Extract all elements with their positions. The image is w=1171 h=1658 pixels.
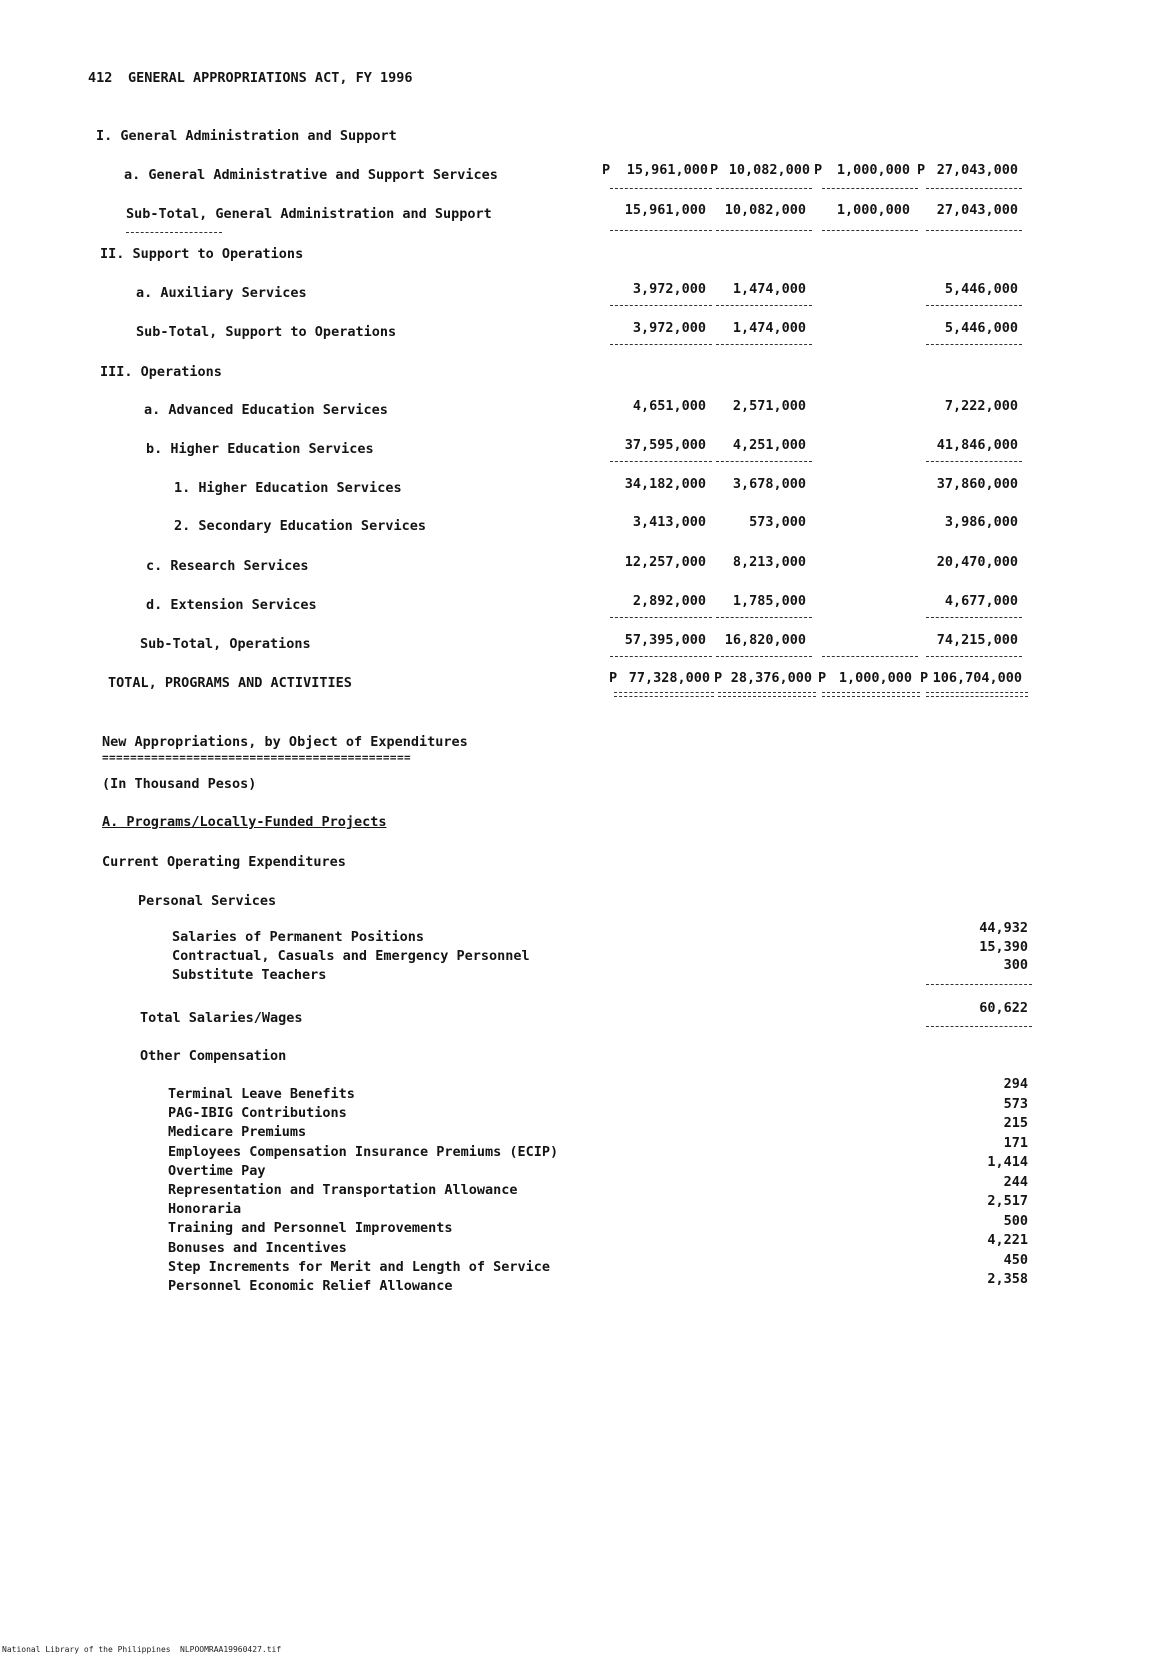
row-label: Sub-Total, Support to Operations — [136, 324, 397, 340]
item-value: 450 — [1003, 1251, 1028, 1268]
peso-sign: P — [602, 162, 611, 178]
cell-c2: 10,082,000 — [724, 202, 806, 218]
cell-c4: 106,704,000 — [932, 670, 1022, 686]
item-value: 15,390 — [979, 938, 1028, 955]
cell-c1: 2,892,000 — [632, 593, 706, 609]
rule — [926, 344, 1022, 345]
cell-c4: 5,446,000 — [944, 281, 1018, 297]
rule — [716, 230, 812, 231]
item-label: Personnel Economic Relief Allowance — [168, 1278, 453, 1294]
rule — [716, 656, 812, 657]
other-compensation-heading: Other Compensation — [140, 1048, 287, 1064]
cell-c1: 57,395,000 — [624, 632, 706, 648]
rule — [716, 344, 812, 345]
rule — [610, 656, 712, 657]
rule — [610, 461, 712, 462]
item-label: Honoraria — [168, 1201, 242, 1218]
item-label: Training and Personnel Improvements — [168, 1220, 453, 1237]
cell-c4: 41,846,000 — [936, 437, 1018, 453]
item-value: 294 — [1003, 1076, 1028, 1092]
cell-c2: 573,000 — [749, 514, 806, 530]
item-value: 215 — [1003, 1115, 1028, 1131]
cell-c4: 27,043,000 — [936, 202, 1018, 218]
cell-c4: 27,043,000 — [936, 162, 1018, 178]
item-value: 171 — [1003, 1134, 1028, 1151]
item-label: Salaries of Permanent Positions — [172, 929, 424, 945]
cell-c1: 37,595,000 — [624, 437, 706, 453]
cell-c4: 3,986,000 — [944, 514, 1018, 530]
cell-c4: 4,677,000 — [944, 593, 1018, 609]
item-value: 300 — [1003, 957, 1028, 973]
item-label: Medicare Premiums — [168, 1124, 307, 1141]
rule — [716, 617, 812, 618]
cell-c2: 2,571,000 — [732, 398, 806, 414]
peso-sign: P — [710, 162, 719, 178]
item-label: Overtime Pay — [168, 1162, 266, 1179]
cell-c1: 15,961,000 — [624, 202, 706, 218]
rule — [610, 305, 712, 306]
cell-c1: 12,257,000 — [624, 554, 706, 570]
cell-c4: 37,860,000 — [936, 476, 1018, 492]
row-label: b. Higher Education Services — [146, 441, 374, 457]
item-label: Substitute Teachers — [172, 967, 327, 983]
objects-heading-rule: ============================================ — [102, 751, 411, 764]
page-title: GENERAL APPROPRIATIONS ACT, FY 1996 — [128, 70, 413, 86]
rule — [610, 617, 712, 618]
section-a-heading: A. Programs/Locally-Funded Projects — [102, 814, 387, 830]
item-value: 573 — [1003, 1095, 1028, 1112]
double-rule — [822, 692, 920, 697]
item-label: Employees Compensation Insurance Premiums (ECIP) — [168, 1143, 559, 1160]
row-label: a. Advanced Education Services — [144, 402, 388, 418]
row-label: Sub-Total, General Administration and Support — [126, 206, 492, 222]
cell-c3: 1,000,000 — [836, 162, 910, 178]
rule — [926, 461, 1022, 462]
unit-note: (In Thousand Pesos) — [102, 776, 257, 792]
double-rule — [614, 692, 714, 697]
item-value: 2,517 — [987, 1193, 1028, 1209]
cell-c1: 34,182,000 — [624, 476, 706, 492]
cell-c1: 15,961,000 — [626, 162, 708, 178]
cell-c2: 1,474,000 — [732, 281, 806, 297]
item-label: Step Increments for Merit and Length of Service — [168, 1258, 551, 1275]
cell-c3: 1,000,000 — [838, 670, 912, 686]
cell-c1: 3,972,000 — [632, 320, 706, 336]
item-value: 4,221 — [987, 1232, 1028, 1248]
rule — [926, 656, 1022, 657]
item-value: 2,358 — [987, 1271, 1028, 1287]
rule — [610, 188, 712, 189]
row-label: a. Auxiliary Services — [136, 285, 307, 301]
personal-services-heading: Personal Services — [138, 893, 277, 909]
item-label: Representation and Transportation Allowance — [168, 1182, 518, 1198]
cell-c2: 4,251,000 — [732, 437, 806, 453]
cell-c2: 1,474,000 — [732, 320, 806, 336]
rule — [822, 230, 918, 231]
cell-c2: 10,082,000 — [728, 162, 810, 178]
cell-c2: 1,785,000 — [732, 593, 806, 609]
row-label: Total Salaries/Wages — [140, 1010, 303, 1026]
double-rule — [718, 692, 816, 697]
section-heading-sto: II. Support to Operations — [100, 246, 304, 262]
cell-c1: 77,328,000 — [628, 670, 710, 686]
rule — [126, 232, 222, 233]
item-value: 44,932 — [979, 920, 1028, 936]
peso-sign: P — [920, 670, 929, 686]
cell-c1: 4,651,000 — [632, 398, 706, 414]
row-label: TOTAL, PROGRAMS AND ACTIVITIES — [108, 675, 352, 691]
section-heading-gas: I. General Administration and Support — [96, 128, 397, 144]
rule — [926, 305, 1022, 306]
item-label: Terminal Leave Benefits — [168, 1086, 355, 1102]
rule — [716, 188, 812, 189]
cell-c4: 5,446,000 — [944, 320, 1018, 336]
current-operating-heading: Current Operating Expenditures — [102, 854, 346, 870]
peso-sign: P — [714, 670, 723, 686]
rule — [610, 230, 712, 231]
cell-c1: 3,413,000 — [632, 514, 706, 530]
cell-c1: 3,972,000 — [632, 281, 706, 297]
cell-c4: 7,222,000 — [944, 398, 1018, 414]
footer-file: NLPOOMRAA19960427.tif — [180, 1645, 282, 1654]
cell-c2: 3,678,000 — [732, 476, 806, 492]
rule — [610, 344, 712, 345]
row-label: Sub-Total, Operations — [140, 636, 311, 652]
rule — [822, 656, 918, 657]
cell-c4: 74,215,000 — [936, 632, 1018, 648]
objects-heading: New Appropriations, by Object of Expenditures — [102, 734, 468, 750]
rule — [822, 188, 918, 189]
item-label: Bonuses and Incentives — [168, 1239, 347, 1256]
footer-library: National Library of the Philippines — [2, 1645, 171, 1654]
item-value: 500 — [1003, 1212, 1028, 1229]
row-value: 60,622 — [979, 1000, 1028, 1016]
row-label: c. Research Services — [146, 558, 309, 574]
rule — [926, 230, 1022, 231]
peso-sign: P — [609, 670, 618, 686]
peso-sign: P — [814, 162, 823, 178]
row-label: 2. Secondary Education Services — [174, 518, 426, 534]
section-heading-ops: III. Operations — [100, 364, 222, 380]
rule — [716, 305, 812, 306]
rule — [926, 188, 1022, 189]
cell-c2: 8,213,000 — [732, 554, 806, 570]
peso-sign: P — [917, 162, 926, 178]
peso-sign: P — [818, 670, 827, 686]
cell-c3: 1,000,000 — [836, 202, 910, 218]
page-number: 412 — [88, 70, 113, 86]
double-rule — [926, 692, 1028, 697]
row-label: d. Extension Services — [146, 597, 317, 613]
item-label: Contractual, Casuals and Emergency Personnel — [172, 948, 530, 964]
rule — [716, 461, 812, 462]
row-label: a. General Administrative and Support Services — [124, 167, 498, 183]
row-label: 1. Higher Education Services — [174, 480, 402, 496]
item-label: PAG-IBIG Contributions — [168, 1105, 347, 1122]
rule — [926, 1026, 1032, 1027]
rule — [926, 984, 1032, 985]
cell-c2: 28,376,000 — [730, 670, 812, 686]
item-value: 244 — [1003, 1173, 1028, 1190]
cell-c2: 16,820,000 — [724, 632, 806, 648]
rule — [926, 617, 1022, 618]
item-value: 1,414 — [987, 1154, 1028, 1170]
cell-c4: 20,470,000 — [936, 554, 1018, 570]
